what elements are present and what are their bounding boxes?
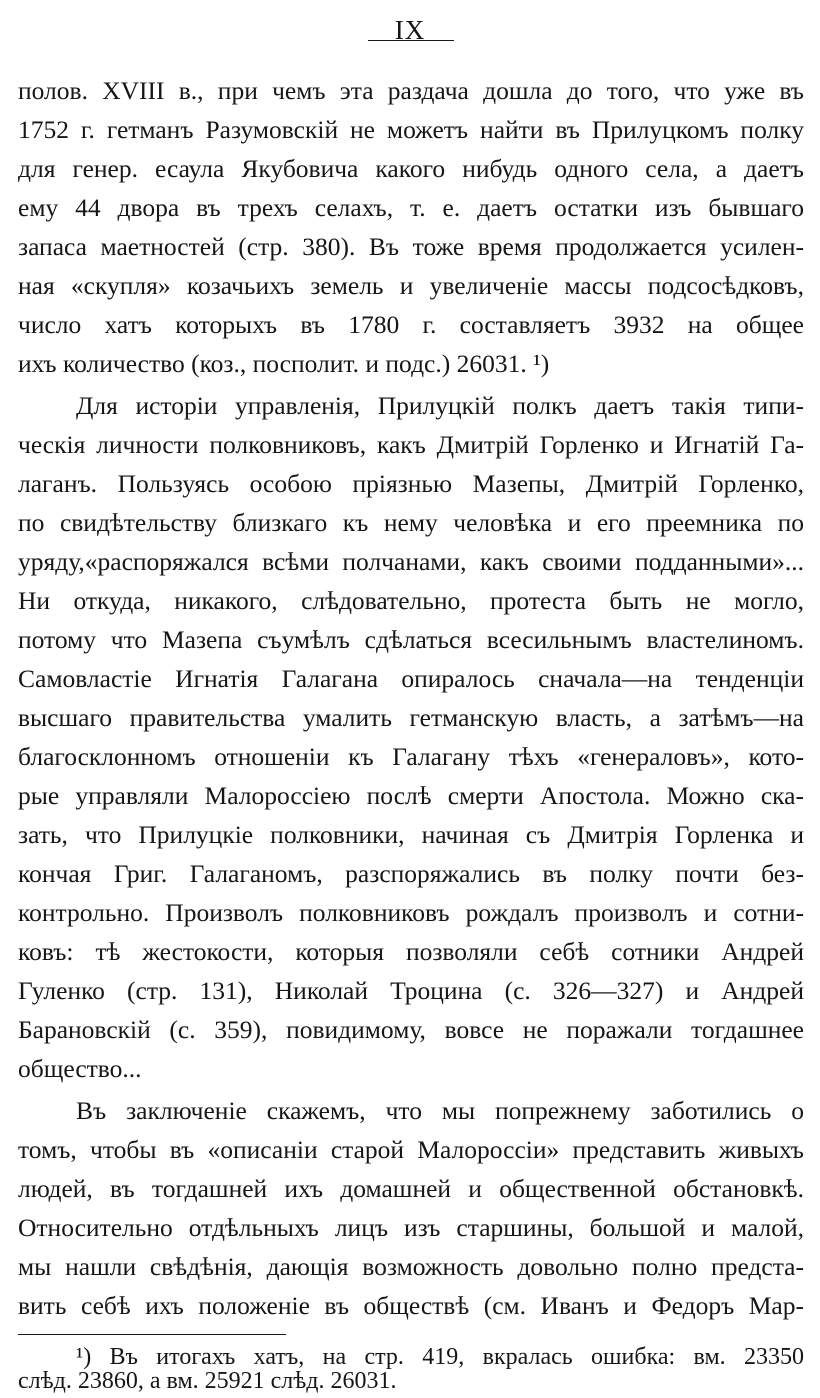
text-line: ческія личности полковниковъ, какъ Дмитрій Горленко и Игнатій Га- [18, 430, 804, 459]
text-line: зать, что Прилуцкіе полковники, начиная съ Дмитрія Горленка и [18, 820, 804, 849]
text-line: Для исторіи управленія, Прилуцкій полкъ даетъ такія типи- [76, 391, 804, 420]
page-number: IX [394, 15, 426, 45]
text-line: Самовластіе Игнатія Галагана опиралось сначала—на тенденціи [18, 664, 804, 693]
text-line: кончая Григ. Галаганомъ, разспоряжались въ полку почти без- [18, 859, 804, 888]
text-line: томъ, чтобы въ «описаніи старой Малороссіи» представить живыхъ [18, 1135, 804, 1164]
footnote-line: ¹) Въ итогахъ хатъ, на стр. 419, вкралась ошибка: вм. 23350 [76, 1344, 804, 1370]
text-line: ковъ: тѣ жестокости, которыя позволяли себѣ сотники Андрей [18, 937, 804, 966]
text-line: по свидѣтельству близкаго къ нему человѣка и его преемника по [18, 508, 804, 537]
text-line: запаса маетностей (стр. 380). Въ тоже время продолжается усилен- [18, 232, 804, 261]
text-line: мы нашли свѣдѣнія, дающія возможность довольно полно предста- [18, 1252, 804, 1281]
text-line: контрольно. Произволъ полковниковъ рождалъ произволъ и сотни- [18, 898, 804, 927]
text-line: Въ заключеніе скажемъ, что мы попрежнему заботились о [76, 1096, 804, 1125]
text-line: людей, въ тогдашней ихъ домашней и общественной обстановкѣ. [18, 1174, 804, 1203]
text-line: Барановскій (с. 359), повидимому, вовсе не поражали тогдашнее [18, 1015, 804, 1044]
text-line: общество... [18, 1054, 142, 1083]
text-line: Ни откуда, никакого, слѣдовательно, протеста быть не могло, [18, 586, 804, 615]
text-line: ему 44 двора въ трехъ селахъ, т. е. даетъ остатки изъ бывшаго [18, 193, 804, 222]
text-line: вить себѣ ихъ положеніе въ обществѣ (см. Иванъ и Федоръ Мар- [18, 1291, 804, 1320]
text-line: высшаго правительства умалить гетманскую власть, а затѣмъ—на [18, 703, 804, 732]
text-line: 1752 г. гетманъ Разумовскій не можетъ найти въ Прилуцкомъ полку [18, 115, 804, 144]
text-line: ихъ количество (коз., посполит. и подс.) 26031. ¹) [18, 349, 550, 378]
text-line: Относительно отдѣльныхъ лицъ изъ старшины, большой и малой, [18, 1213, 804, 1242]
text-line: лаганъ. Пользуясь особою пріязнью Мазепы, Дмитрій Горленко, [18, 469, 804, 498]
text-line: потому что Мазепа съумѣлъ сдѣлаться всесильнымъ властелиномъ. [18, 625, 804, 654]
text-line: полов. XVIII в., при чемъ эта раздача дошла до того, что уже въ [18, 76, 804, 105]
text-line: число хатъ которыхъ въ 1780 г. составляетъ 3932 на общее [18, 310, 804, 339]
text-line: Гуленко (стр. 131), Николай Троцина (с. 326—327) и Андрей [18, 976, 804, 1005]
text-line: для генер. есаула Якубовича какого нибудь одного села, а даетъ [18, 154, 804, 183]
footnote-rule [18, 1334, 286, 1335]
text-line: благосклонномъ отношеніи къ Галагану тѣхъ «генераловъ», кото- [18, 742, 804, 771]
text-line: ная «скупля» козачьихъ земель и увеличеніе массы подсосѣдковъ, [18, 271, 804, 300]
text-line: уряду,«распоряжался всѣми полчанами, какъ своими подданными»... [18, 547, 804, 576]
header-rule [368, 40, 454, 41]
footnote-line: слѣд. 23860, а вм. 25921 слѣд. 26031. [18, 1368, 397, 1394]
text-line: рые управляли Малороссіею послѣ смерти Апостола. Можно ска- [18, 781, 804, 810]
